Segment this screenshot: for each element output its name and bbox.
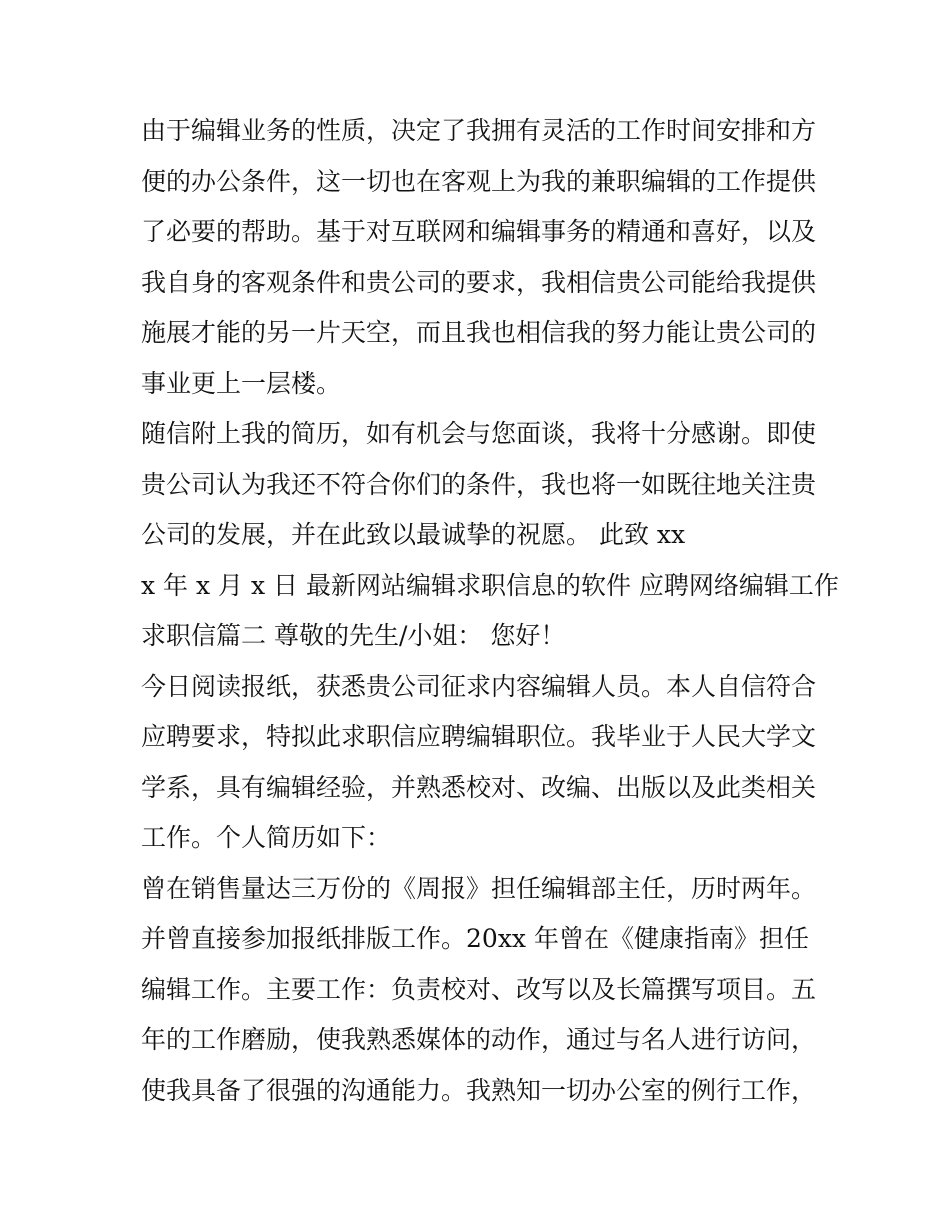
text-line: 贵公司认为我还不符合你们的条件，我也将一如既往地关注贵 <box>141 469 817 499</box>
text-line: 曾在销售量达三万份的《周报》担任编辑部主任，历时两年。 <box>141 873 817 903</box>
text-line: 公司的发展，并在此致以最诚挚的祝愿。 此致 xx <box>141 520 686 549</box>
text-line: 今日阅读报纸，获悉贵公司征求内容编辑人员。本人自信符合 <box>141 671 817 701</box>
text-line: 便的办公条件，这一切也在客观上为我的兼职编辑的工作提供 <box>141 166 817 196</box>
text-line: 由于编辑业务的性质，决定了我拥有灵活的工作时间安排和方 <box>141 116 817 145</box>
text-line: 随信附上我的简历，如有机会与您面谈，我将十分感谢。即使 <box>141 419 817 448</box>
text-line: x 年 x 月 x 日 最新网站编辑求职信息的软件 应聘网络编辑工作 <box>141 570 839 600</box>
text-line: 编辑工作。主要工作：负责校对、改写以及长篇撰写项目。五 <box>141 974 817 1004</box>
text-line: 事业更上一层楼。 <box>141 368 342 398</box>
text-line: 使我具备了很强的沟通能力。我熟知一切办公室的例行工作， <box>141 1075 817 1105</box>
document-body <box>141 106 839 1116</box>
text-line: 我自身的客观条件和贵公司的要求，我相信贵公司能给我提供 <box>141 267 817 297</box>
text-line: 工作。个人简历如下： <box>141 823 392 852</box>
text-line: 了必要的帮助。基于对互联网和编辑事务的精通和喜好，以及 <box>141 217 817 246</box>
text-line: 应聘要求，特拟此求职信应聘编辑职位。我毕业于人民大学文 <box>141 722 817 751</box>
text-line: 施展才能的另一片天空，而且我也相信我的努力能让贵公司的 <box>141 318 817 347</box>
text-line: 学系，具有编辑经验，并熟悉校对、改编、出版以及此类相关 <box>141 772 817 802</box>
text-line: 求职信篇二 尊敬的先生/小姐： 您好！ <box>141 621 566 650</box>
text-line: 年的工作磨励，使我熟悉媒体的动作，通过与名人进行访问， <box>141 1025 817 1054</box>
text-line: 并曾直接参加报纸排版工作。20xx 年曾在《健康指南》担任 <box>141 924 809 953</box>
